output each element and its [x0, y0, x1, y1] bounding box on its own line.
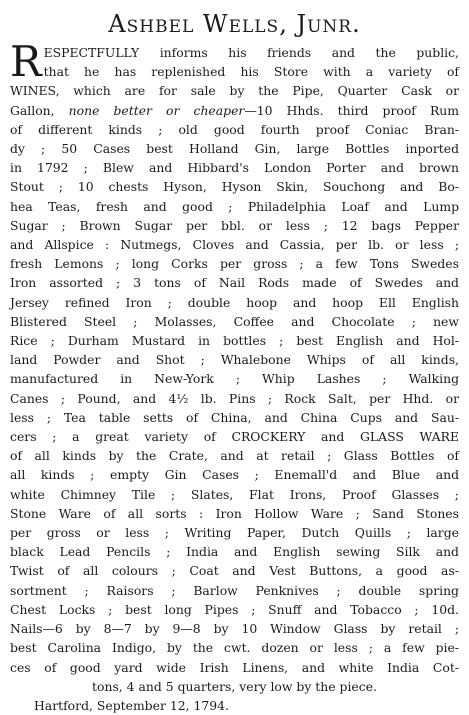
body-line: Stout ; 10 chests Hyson, Hyson Skin, Souchong and Bo- [10, 179, 459, 195]
body-line: manufactured in New-York ; Whip Lashes ; Walking [10, 371, 459, 387]
body-line: Sugar ; Brown Sugar per bbl. or less ; 12 bags Pepper [10, 217, 459, 233]
body-line: in 1792 ; Blew and Hibbard's London Porter and brown [10, 160, 459, 176]
italic-phrase: none better or cheaper [68, 102, 245, 118]
body-line: land Powder and Shot ; Whalebone Whips of all kinds, [10, 352, 459, 368]
body-line: of different kinds ; old good fourth proof Coniac Bran- [10, 121, 459, 137]
body-line: all kinds ; empty Gin Cases ; Enemall'd and Blue and [10, 467, 459, 483]
body-line: Jersey refined Iron ; double hoop and hoop Ell English [10, 294, 459, 310]
body-line: fresh Lemons ; long Corks per gross ; a few Tons Swedes [10, 256, 459, 272]
body-line: Rice ; Durham Mustard in bottles ; best English and Hol- [10, 333, 459, 349]
body-line: Stone Ware of all sorts : Iron Hollow Ware ; Sand Stones [10, 505, 459, 521]
body-line: tons, 4 and 5 quarters, very low by the piece. [92, 678, 377, 694]
body-line: black Lead Pencils ; India and English sewing Silk and [10, 544, 459, 560]
body-line: ESPECTFULLY informs his friends and the public, [43, 45, 459, 60]
body-line: sortment ; Raisors ; Barlow Penknives ; double spring [10, 582, 459, 598]
body-line: ces of good yard wide Irish Linens, and white India Cot- [10, 659, 459, 675]
body-line: white Chimney Tile ; Slates, Flat Irons, Proof Glasses ; [10, 486, 459, 502]
body-line: Nails—6 by 8—7 by 9—8 by 10 Window Glass by retail ; [10, 621, 459, 637]
body-line: Blistered Steel ; Molasses, Coffee and Chocolate ; new [10, 313, 459, 329]
body-line: Chest Locks ; best long Pipes ; Snuff and Tobacco ; 10d. [10, 601, 459, 617]
dateline: Hartford, September 12, 1794. [34, 697, 229, 713]
body-line: best Carolina Indigo, by the cwt. dozen or less ; a few pie- [10, 640, 459, 656]
advertisement-body [8, 37, 461, 696]
body-line: Gallon, none better or cheaper—10 Hhds. third proof Rum [10, 102, 460, 118]
body-line: that he has replenished his Store with a variety of [43, 64, 459, 80]
body-line: less ; Tea table setts of China, and China Cups and Sau- [10, 409, 459, 425]
body-line: Canes ; Pound, and 4½ lb. Pins ; Rock Salt, per Hhd. or [10, 390, 459, 406]
body-line: WINES, which are for sale by the Pipe, Quarter Cask or [10, 83, 459, 99]
body-line: per gross or less ; Writing Paper, Dutch Quills ; large [10, 525, 459, 541]
body-line: dy ; 50 Cases best Holland Gin, large Bottles inported [10, 141, 459, 157]
body-line: Twist of all colours ; Coat and Vest Buttons, a good as- [10, 563, 459, 579]
body-line: and Allspice : Nutmegs, Cloves and Cassia, per lb. or less ; [10, 237, 459, 253]
body-line: hea Teas, fresh and good ; Philadelphia Loaf and Lump [10, 198, 459, 214]
body-line: cers ; a great variety of CROCKERY and GLASS WARE [10, 429, 459, 445]
drop-cap-letter: R [10, 37, 42, 86]
body-line: of all kinds by the Crate, and at retail ; Glass Bottles of [10, 448, 459, 464]
advertisement-heading: Ashbel Wells, Junr. [108, 10, 361, 38]
body-line: Iron assorted ; 3 tons of Nail Rods made of Swedes and [10, 275, 459, 291]
